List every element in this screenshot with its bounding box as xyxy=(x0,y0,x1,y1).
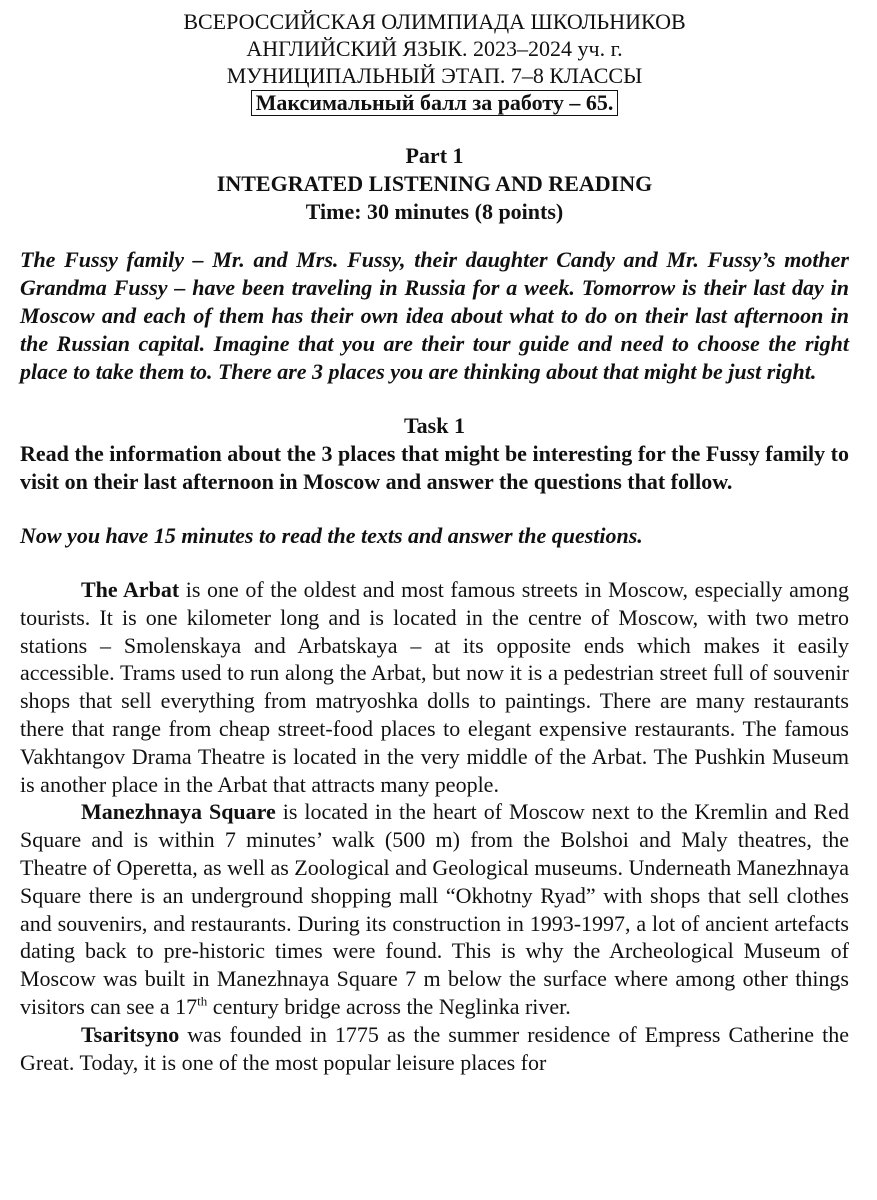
place-name: Manezhnaya Square xyxy=(81,799,276,825)
place-description: is located in the heart of Moscow next to the Kremlin and Red Square and is within 7 minutes’ walk (500 m) from the Bolshoi and Maly theatres, the Theatre of Operetta, as well as Zoological and Geological museums. Underneath Manezhnaya Square there is an underground shopping mall “Okhotny Ryad” with shops that sell clothes and souvenirs, and restaurants. During its construction in 1993-1997, a lot of ancient artefacts dating back to pre-historic times were found. This is why the Archeological Museum of Moscow was built in Manezhnaya Square 7 m below the surface where among other things visitors can see a 17 xyxy=(20,799,849,1019)
part-title: Part 1 xyxy=(405,143,464,168)
place-name: The Arbat xyxy=(81,577,180,602)
document-header xyxy=(20,8,849,116)
intro-paragraph: The Fussy family – Mr. and Mrs. Fussy, their daughter Candy and Mr. Fussy’s mother Grandma Fussy – have been traveling in Russia for a week. Tomorrow is their last day in Moscow and each of them has their own idea about what to do on their last afternoon in the Russian capital. Imagine that you are their tour guide and need to choose the right place to take them to. There are 3 places you are thinking about that might be just right. xyxy=(20,247,849,384)
part-heading xyxy=(20,142,849,226)
part-subtitle: INTEGRATED LISTENING AND READING xyxy=(216,171,653,196)
place-paragraph-tsaritsyno xyxy=(20,1021,849,1077)
place-description: was founded in 1775 as the summer residence of Empress Catherine the Great. Today, it is one of the most popular leisure places for xyxy=(20,1021,849,1075)
superscript: th xyxy=(197,993,208,1009)
place-paragraph-manezhnaya xyxy=(20,798,849,1020)
stage-grades: МУНИЦИПАЛЬНЫЙ ЭТАП. 7–8 КЛАССЫ xyxy=(226,63,643,88)
place-name: Tsaritsyno xyxy=(81,1021,180,1047)
task-instructions: Read the information about the 3 places that might be interesting for the Fussy family to visit on their last afternoon in Moscow and answer the questions that follow. xyxy=(20,441,849,494)
max-score-box: Максимальный балл за работу – 65. xyxy=(251,90,619,116)
place-paragraph-arbat xyxy=(20,576,849,798)
task-title: Task 1 xyxy=(404,413,465,438)
subject-year: АНГЛИЙСКИЙ ЯЗЫК. 2023–2024 уч. г. xyxy=(246,36,623,61)
place-description: is one of the oldest and most famous streets in Moscow, especially among tourists. It is one kilometer long and is located in the centre of Moscow, with two metro stations – Smolenskaya and Arbatskaya – at its opposite ends which makes it easily accessible. Trams used to run along the Arbat, but now it is a pedestrian street full of souvenir shops that sell everything from matryoshka dolls to paintings. There are many restaurants there that range from cheap street-food places to elegant expensive restaurants. The famous Vakhtangov Drama Theatre is located in the very middle of the Arbat. The Pushkin Museum is another place in the Arbat that attracts many people. xyxy=(20,577,849,797)
document-page xyxy=(20,8,849,1076)
places-text xyxy=(20,576,849,1076)
part-time: Time: 30 minutes (8 points) xyxy=(305,199,564,224)
time-note: Now you have 15 minutes to read the texts and answer the questions. xyxy=(20,523,643,548)
place-description-end: century bridge across the Neglinka river. xyxy=(207,993,571,1019)
olympiad-title: ВСЕРОССИЙСКАЯ ОЛИМПИАДА ШКОЛЬНИКОВ xyxy=(183,9,686,34)
